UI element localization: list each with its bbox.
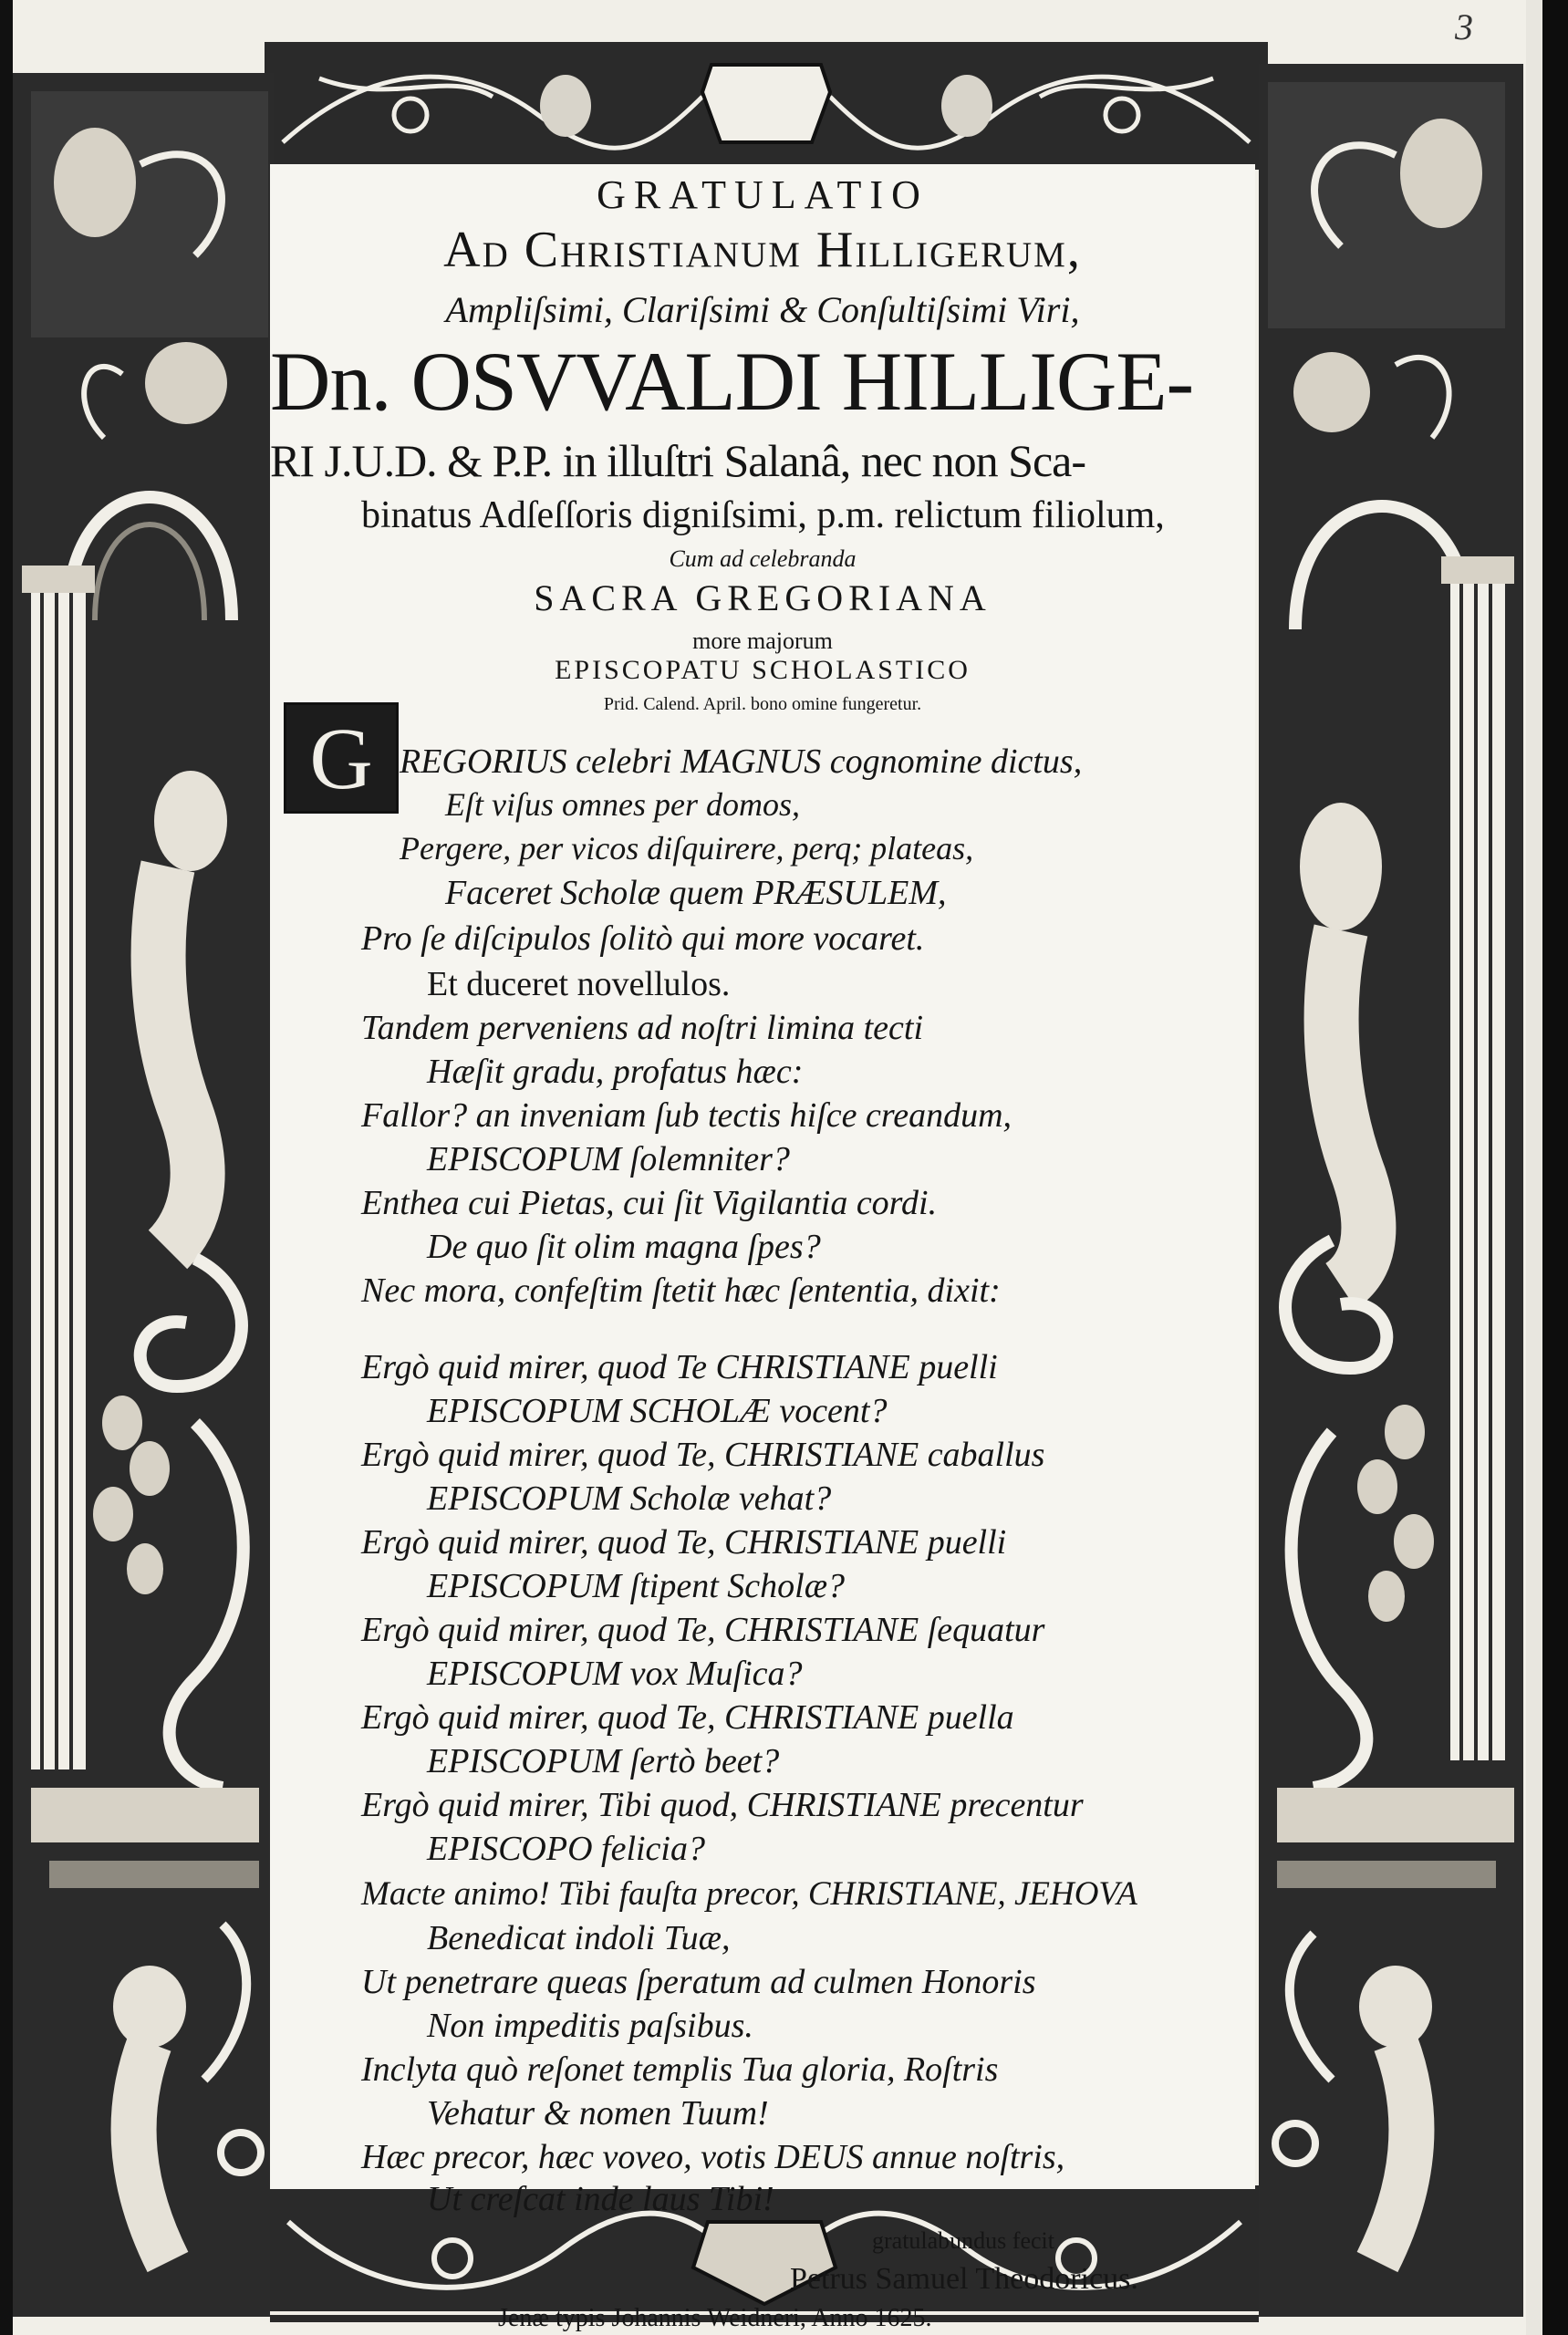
title-sacra-gregoriana: SACRA GREGORIANA xyxy=(534,577,992,618)
verse-line: Eſt viſus omnes per domos, xyxy=(445,786,800,823)
verse-line: EPISCOPUM ſertò beet? xyxy=(427,1742,780,1780)
verse-line: EPISCOPUM vox Muſica? xyxy=(427,1655,803,1693)
verse-line: EPISCOPUM Scholæ vehat? xyxy=(427,1479,832,1518)
title-more-majorum: more majorum xyxy=(692,628,833,654)
verse-line: Vehatur & nomen Tuum! xyxy=(427,2094,769,2133)
credit-line: gratulabundus fecit xyxy=(872,2227,1054,2254)
decorated-initial xyxy=(284,702,399,814)
verse-line: Et duceret novellulos. xyxy=(427,965,731,1003)
title-name-line: Dn. OSVVALDI HILLIGE- xyxy=(270,335,1194,428)
verse-line: Ut penetrare queas ſperatum ad culmen Honoris xyxy=(361,1963,1036,2001)
verse-line: De quo ſit olim magna ſpes? xyxy=(427,1228,821,1266)
scan-edge-right xyxy=(1542,0,1568,2335)
verse-line: Ergò quid mirer, Tibi quod, CHRISTIANE precentur xyxy=(361,1786,1084,1824)
title-office-line: binatus Adſeſſoris digniſsimi, p.m. relictum filiolum, xyxy=(361,494,1165,536)
woodcut-right-column xyxy=(1259,64,1523,2317)
verse-line: EPISCOPUM ſolemniter? xyxy=(427,1140,790,1178)
title-date-line: Prid. Calend. April. bono omine fungeretur. xyxy=(603,694,922,714)
scan-edge-left xyxy=(0,0,13,2335)
title-degree-line: RI J.U.D. & P.P. in illuſtri Salanâ, nec non Sca- xyxy=(270,435,1085,486)
woodcut-top-band xyxy=(265,42,1268,170)
title-epithets: Ampliſsimi, Clariſsimi & Conſultiſsimi Viri, xyxy=(445,289,1080,330)
imprint-line: Jenæ typis Johannis Weidneri, Anno 1625. xyxy=(498,2304,932,2332)
verse-line: Pro ſe diſcipulos ſolitò qui more vocaret. xyxy=(361,919,925,958)
verse-line: Ut creſcat inde laus Tibi! xyxy=(427,2180,774,2218)
scan-edge-right-margin xyxy=(1526,0,1542,2335)
decorated-initial-letter: G xyxy=(309,709,373,807)
verse-line: Fallor? an inveniam ſub tectis hiſce creandum, xyxy=(361,1096,1012,1135)
title-gratulatio: GRATULATIO xyxy=(597,172,929,217)
title-addressee: Ad Christianum Hilligerum, xyxy=(443,222,1082,278)
verse-line: Non impeditis paſsibus. xyxy=(427,2007,753,2045)
verse-line: Faceret Scholæ quem PRÆSULEM, xyxy=(445,874,947,912)
verse-line: Inclyta quò reſonet templis Tua gloria, Roſtris xyxy=(361,2050,999,2089)
title-occasion: Cum ad celebranda xyxy=(669,545,857,572)
verse-line: Hæc precor, hæc voveo, votis DEUS annue noſtris, xyxy=(361,2138,1065,2176)
verse-line: Tandem perveniens ad noſtri limina tecti xyxy=(361,1009,924,1047)
verse-line: Ergò quid mirer, quod Te CHRISTIANE puelli xyxy=(361,1348,998,1386)
verse-line: Ergò quid mirer, quod Te, CHRISTIANE puelli xyxy=(361,1523,1007,1562)
verse-line: EPISCOPUM ſtipent Scholæ? xyxy=(427,1567,846,1605)
verse-line: Ergò quid mirer, quod Te, CHRISTIANE ſequatur xyxy=(361,1611,1045,1649)
verse-line: Hæſit gradu, profatus hæc: xyxy=(427,1053,804,1091)
verse-line: EPISCOPO felicia? xyxy=(427,1830,705,1868)
verse-line: Ergò quid mirer, quod Te, CHRISTIANE puella xyxy=(361,1698,1014,1737)
verse-line: Nec mora, confeſtim ſtetit hæc ſententia, dixit: xyxy=(361,1271,1001,1310)
verse-line: Ergò quid mirer, quod Te, CHRISTIANE caballus xyxy=(361,1436,1045,1474)
verse-line: Macte animo! Tibi fauſta precor, CHRISTIANE, JEHOVA xyxy=(361,1875,1137,1913)
woodcut-left-column xyxy=(13,73,274,2317)
verse-line: EPISCOPUM SCHOLÆ vocent? xyxy=(427,1392,888,1430)
title-episcopatu: EPISCOPATU SCHOLASTICO xyxy=(555,655,971,685)
text-column xyxy=(270,164,1255,2332)
verse-line: REGORIUS celebri MAGNUS cognomine dictus, xyxy=(400,742,1083,781)
author-line: Petrus Samuel Theodoricus. xyxy=(790,2262,1138,2296)
verse-line: Enthea cui Pietas, cui ſit Vigilantia cordi. xyxy=(361,1184,938,1222)
verse-line: Benedicat indoli Tuæ, xyxy=(427,1919,731,1957)
page-number: 3 xyxy=(1455,6,1473,47)
verse-line: Pergere, per vicos diſquirere, perq; plateas, xyxy=(400,830,974,867)
